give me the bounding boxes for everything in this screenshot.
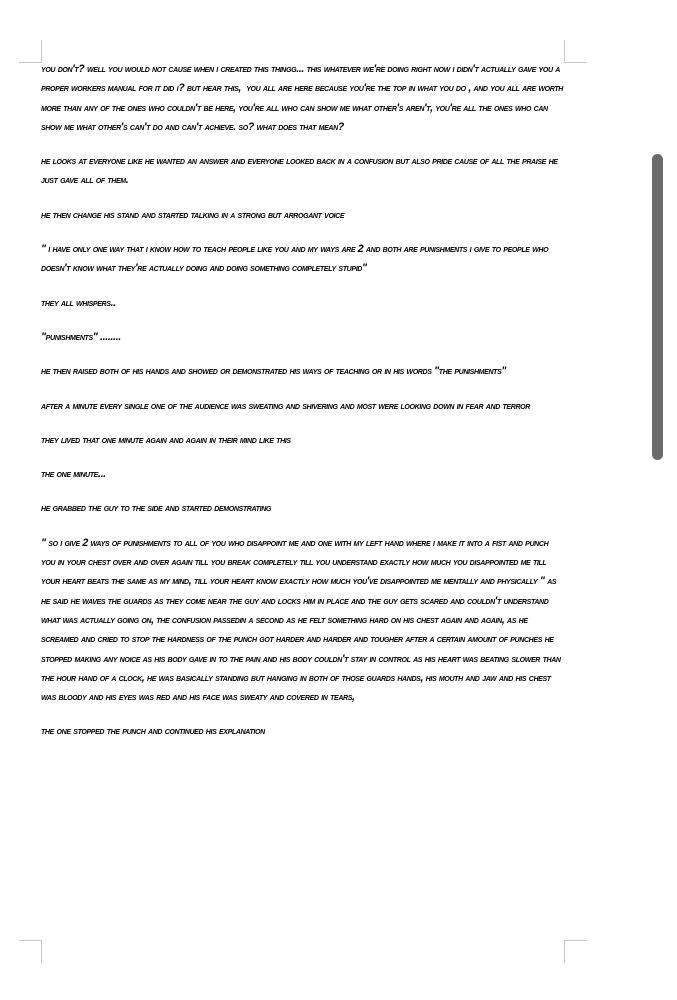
paragraph: " i have only one way that i know how to teach people like you and my ways are 2 and both are punishments i give to people who doesn't know what they're actually doing and doing something completely stupid"	[41, 243, 551, 275]
document-body	[41, 60, 564, 757]
crop-mark-bottom-left	[19, 940, 42, 963]
paragraph: he then change his stand and started talking in a strong but arrogant voice	[41, 208, 345, 221]
paragraph: the one stopped the punch and continued his explanation	[41, 725, 265, 738]
paragraph: they lived that one minute again and again in their mind like this	[41, 433, 291, 446]
crop-mark-top-right	[564, 40, 587, 63]
paragraph: he grabbed the guy to the side and started demonstrating	[41, 502, 271, 515]
paragraph: he looks at everyone like he wanted an answer and everyone looked back in a confusion but also pride cause of all the praise he just gave all of them.	[41, 155, 561, 187]
crop-mark-top-left	[19, 40, 42, 63]
paragraph: he then raised both of his hands and showed or demonstrated his ways of teaching or in his words "the punishments"	[41, 365, 507, 378]
paragraph: "punishments" ........	[41, 330, 121, 343]
crop-mark-bottom-right	[564, 940, 587, 963]
paragraph: they all whispers..	[41, 296, 116, 309]
paragraph: you don't? well you would not cause when i created this thingg... this whatever we're doing right now i didn't actually gave you a proper workers manual for it did i? but hear this, you all are here because you're the top in what you do , and you all are worth more than any of the ones who couldn't be here, you're all who can show me what other's aren't, you're all the ones who can show me what other's can't do and can't achieve. so? what does that mean?	[41, 63, 566, 133]
paragraph: the one minute...	[41, 468, 106, 481]
paragraph: " so i give 2 ways of punishments to all of you who disappoint me and one with my left hand where i make it into a fist and punch you in your chest over and over again till you break completely till you understand exactly how much you disappointed me till your heart beats the same as my mind, till your heart know exactly how much you've disappointed me mentally and physically " as he said he waves the guards as they come near the guy and locks him in place and the guy gets scared and couldn't understand what was actually going on, the confusion passedin a second as he felt something hard on his chest again and again, as he screamed and cried to stop the hardness of the punch got harder and harder and tougher after a certain amount of punches he stopped making any noice as his body gave in to the pain and his body couldn't stay in control as his heart was beating slower than the hour hand of a clock, he was basically standing but hanging in both of those guards hands, his mouth and jaw and his chest was bloody and his eyes was red and his face was sweaty and covered in tears,	[41, 536, 564, 704]
vertical-scrollbar-thumb[interactable]	[652, 154, 663, 460]
paragraph: after a minute every single one of the audience was sweating and shivering and most were looking down in fear and terror	[41, 399, 530, 412]
